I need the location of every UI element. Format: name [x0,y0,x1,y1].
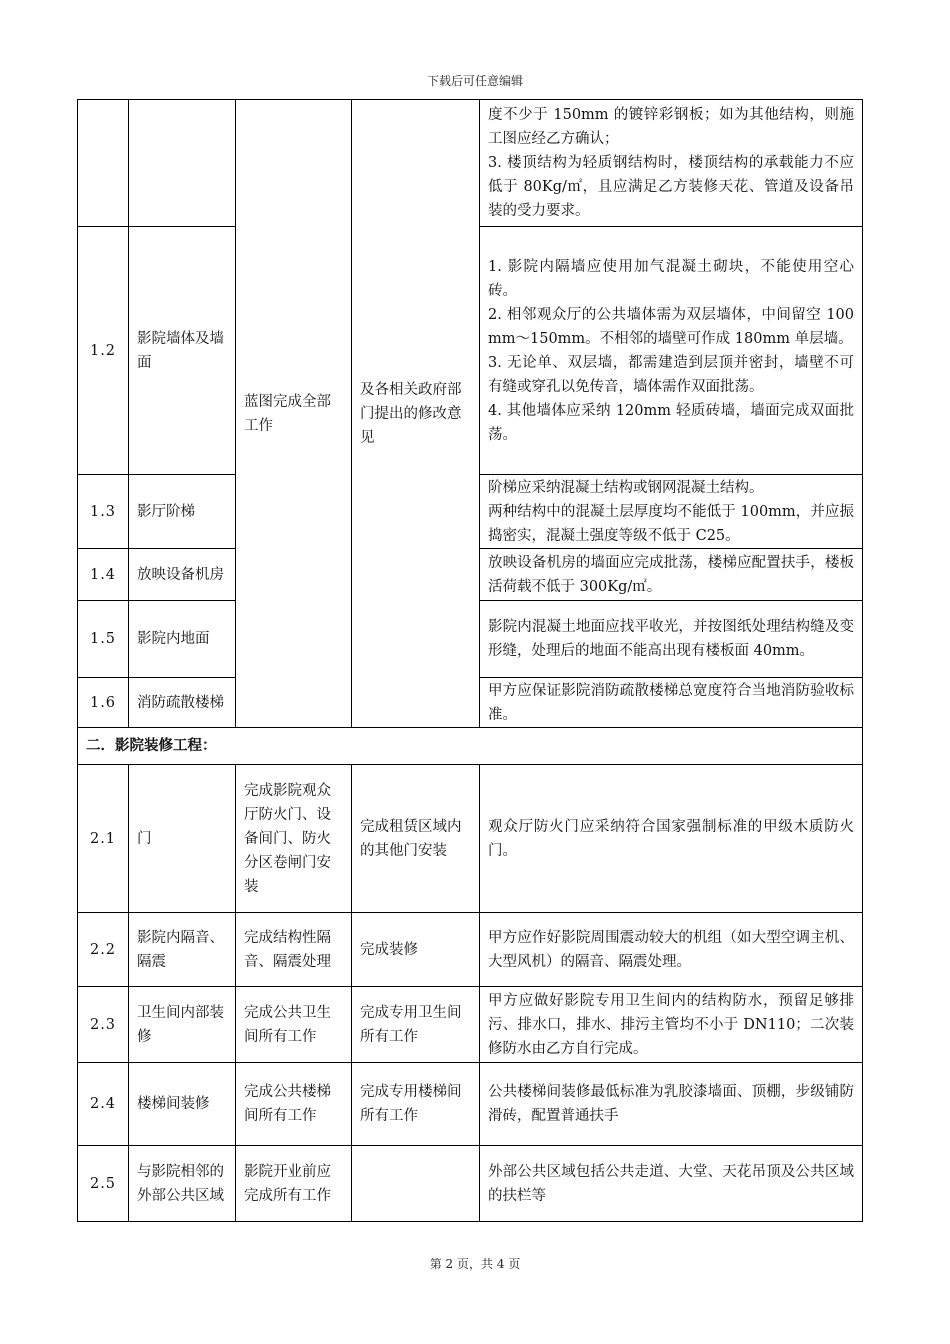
row-item: 影厅阶梯 [129,475,236,549]
row-requirement: 甲方应做好影院专用卫生间内的结构防水，预留足够排污、排水口，排水、排污主管均不小于 DN110；二次装修防水由乙方自行完成。 [480,987,863,1063]
row-item: 与影院相邻的外部公共区域 [129,1146,236,1222]
row-number: 2.3 [78,987,129,1063]
row-item: 卫生间内部装修 [129,987,236,1063]
row-item: 楼梯间装修 [129,1063,236,1146]
row-requirement [480,601,863,678]
row-requirement: 公共楼梯间装修最低标准为乳胶漆墙面、顶棚，步级铺防滑砖，配置普通扶手 [480,1063,863,1146]
row-requirement: 外部公共区域包括公共走道、大堂、天花吊顶及公共区域的扶栏等 [480,1146,863,1222]
row-item [129,100,236,227]
row-requirement [480,549,863,601]
landlord-scope: 完成结构性隔音、隔震处理 [236,913,352,987]
tenant-scope: 完成租赁区域内的其他门安装 [352,765,480,913]
tenant-scope: 完成专用卫生间所有工作 [352,987,480,1063]
requirement-line: 3. 无论单、双层墙，都需建造到层顶并密封，墙壁不可有缝或穿孔以免传音，墙体需作双面批荡。 [488,354,854,395]
row-requirement [480,227,863,475]
requirement-line: 阶梯应采纳混凝土结构或钢网混凝土结构。 [488,479,764,496]
requirement-line: 放映设备机房的墙面应完成批荡，楼梯应配置扶手，楼板活荷载不低于 300Kg/㎡。 [488,554,854,595]
landlord-scope: 影院开业前应完成所有工作 [236,1146,352,1222]
requirement-line: 度不少于 150mm 的镀锌彩钢板；如为其他结构，则施工图应经乙方确认； [488,107,854,147]
row-number: 2.1 [78,765,129,913]
row-requirement: 甲方应作好影院周围震动较大的机组（如大型空调主机、大型风机）的隔音、隔震处理。 [480,913,863,987]
row-number: 1.5 [78,601,129,678]
row-number: 1.4 [78,549,129,601]
table-row [78,987,863,1063]
row-item: 放映设备机房 [129,549,236,601]
row-item: 影院内隔音、隔震 [129,913,236,987]
row-number: 2.5 [78,1146,129,1222]
requirement-line: 3. 楼顶结构为轻质钢结构时，楼顶结构的承载能力不应低于 80Kg/㎡，且应满足乙方装修天花、管道及设备吊装的受力要求。 [488,155,854,219]
row-number: 2.2 [78,913,129,987]
requirement-line: 甲方应保证影院消防疏散楼梯总宽度符合当地消防验收标准。 [488,682,854,723]
requirements-table [77,99,863,1222]
row-requirement: 观众厅防火门应采纳符合国家强制标准的甲级木质防火门。 [480,765,863,913]
row-number [78,100,129,227]
row-number: 1.2 [78,227,129,475]
row-item: 影院墙体及墙面 [129,227,236,475]
landlord-scope: 完成公共卫生间所有工作 [236,987,352,1063]
table-row [78,1063,863,1146]
row-item: 消防疏散楼梯 [129,678,236,728]
row-number: 1.3 [78,475,129,549]
row-requirement [480,100,863,227]
table-row [78,765,863,913]
page-header: 下载后可任意编辑 [426,74,523,88]
tenant-scope: 完成专用楼梯间所有工作 [352,1063,480,1146]
tenant-scope [352,1146,480,1222]
tenant-scope: 及各相关政府部门提出的修改意见 [352,100,480,728]
row-number: 2.4 [78,1063,129,1146]
tenant-scope: 完成装修 [352,913,480,987]
page-footer: 第 2 页，共 4 页 [429,1257,521,1271]
requirement-line: 2. 相邻观众厅的公共墙体需为双层墙体，中间留空 100mm～150mm。不相邻的墙壁可作成 180mm 单层墙。 [488,306,854,347]
landlord-scope: 完成公共楼梯间所有工作 [236,1063,352,1146]
row-requirement [480,678,863,728]
section-heading-row [78,728,863,765]
section-title: 二．影院装修工程： [78,728,863,765]
requirement-line: 1. 影院内隔墙应使用加气混凝土砌块，不能使用空心砖。 [488,258,854,299]
row-item: 门 [129,765,236,913]
landlord-scope: 蓝图完成全部工作 [236,100,352,728]
landlord-scope: 完成影院观众厅防火门、设备间门、防火分区卷闸门安装 [236,765,352,913]
table-row [78,1146,863,1222]
requirement-line: 两种结构中的混凝土层厚度均不能低于 100mm，并应振捣密实，混凝土强度等级不低于 C25。 [488,503,854,544]
row-number: 1.6 [78,678,129,728]
table-row [78,913,863,987]
row-item: 影院内地面 [129,601,236,678]
table-row [78,100,863,227]
requirement-line: 4. 其他墙体应采纳 120mm 轻质砖墙，墙面完成双面批荡。 [488,402,854,443]
row-requirement [480,475,863,549]
requirement-line: 影院内混凝土地面应找平收光，并按图纸处理结构缝及变形缝，处理后的地面不能高出现有楼板面 40mm。 [488,619,854,659]
